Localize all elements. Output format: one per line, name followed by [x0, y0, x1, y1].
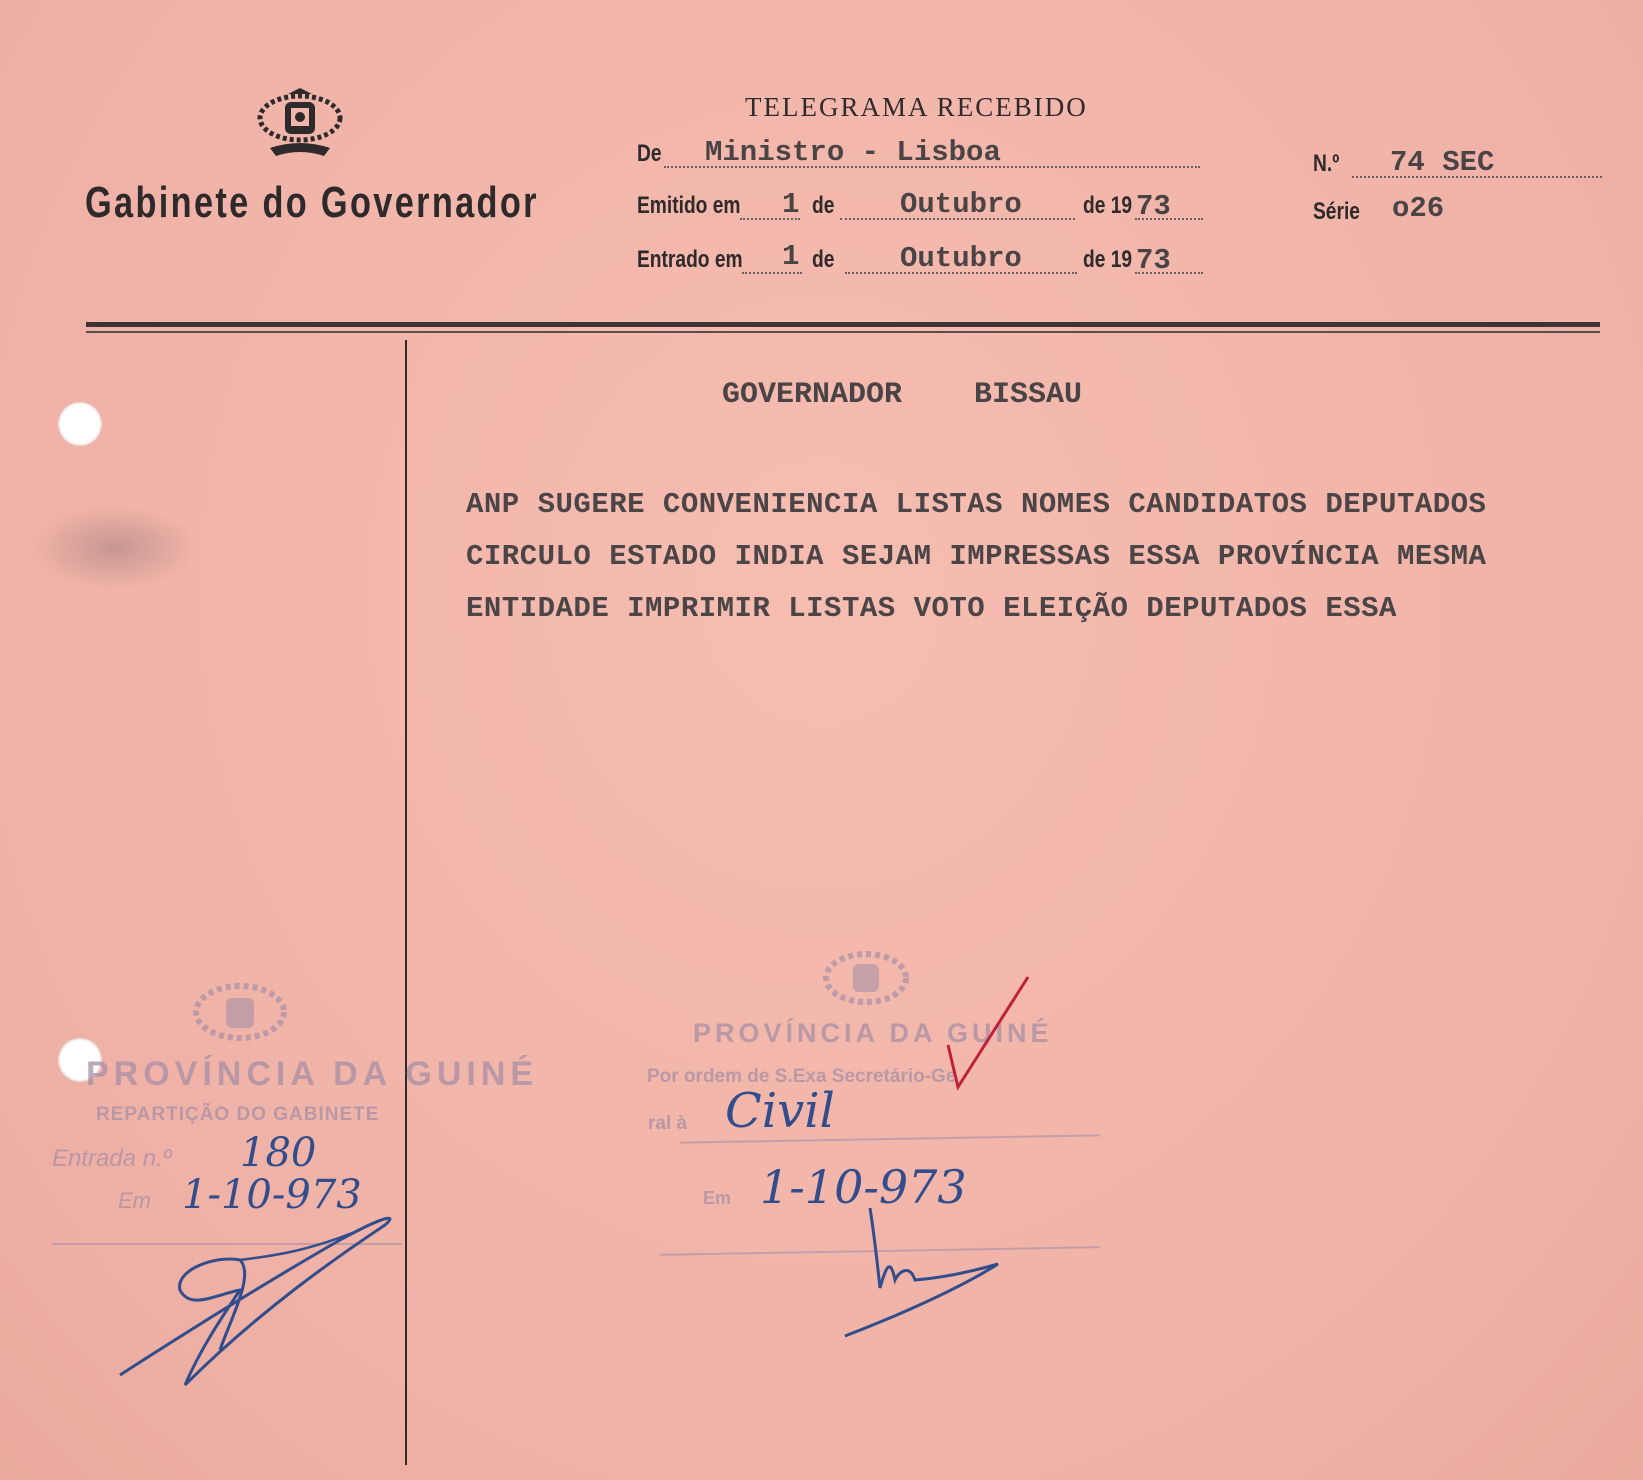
- right-stamp-province: PROVÍNCIA DA GUINÉ: [693, 1018, 1053, 1048]
- left-stamp-date-label: Em: [118, 1188, 151, 1213]
- dotted-line: [1135, 218, 1203, 220]
- number-value: 74 SEC: [1390, 146, 1495, 179]
- from-value: Ministro - Lisboa: [705, 136, 1001, 169]
- right-stamp-to-label: ral à: [648, 1113, 688, 1134]
- coat-of-arms-icon: [252, 88, 348, 158]
- check-mark-icon: [940, 975, 1030, 1095]
- stamp-crest-icon: [820, 948, 912, 1016]
- dotted-line: [845, 272, 1077, 274]
- message-line-2: CIRCULO ESTADO INDIA SEJAM IMPRESSAS ESSA PROVÍNCIA MESMA: [466, 540, 1487, 573]
- received-year: 73: [1136, 244, 1171, 277]
- signature-right: [840, 1200, 1020, 1340]
- issued-year: 73: [1136, 190, 1171, 223]
- office-name: Gabinete do Governador: [85, 178, 539, 227]
- issued-de: de: [812, 192, 835, 219]
- right-date-handwritten: 1-10-973: [760, 1160, 967, 1214]
- series-label: Série: [1313, 198, 1360, 225]
- received-de-year: de 19: [1083, 246, 1133, 273]
- dotted-line: [840, 218, 1075, 220]
- issued-label: Emitido em: [637, 192, 741, 219]
- received-de: de: [812, 246, 835, 273]
- punch-hole: [58, 402, 102, 446]
- number-label: N.º: [1313, 150, 1340, 177]
- entry-number-handwritten: 180: [240, 1130, 317, 1176]
- ink-smudge: [30, 505, 200, 590]
- dotted-line: [740, 218, 800, 220]
- left-date-handwritten: 1-10-973: [182, 1172, 362, 1218]
- header-rule: [86, 322, 1600, 327]
- telegram-title: TELEGRAMA RECEBIDO: [745, 92, 1088, 122]
- from-dotted-line: [664, 166, 1200, 168]
- dotted-line: [1352, 176, 1602, 178]
- received-month: Outubro: [900, 242, 1022, 275]
- issued-day: 1: [782, 188, 800, 221]
- from-label: De: [637, 140, 662, 167]
- dotted-line: [1135, 272, 1203, 274]
- left-stamp-entry-label: Entrada n.º: [52, 1145, 172, 1172]
- left-stamp-province: PROVÍNCIA DA GUINÉ: [86, 1055, 539, 1093]
- received-day: 1: [782, 240, 800, 273]
- left-stamp-department: REPARTIÇÃO DO GABINETE: [96, 1104, 380, 1125]
- header-rule-thin: [86, 331, 1600, 333]
- received-label: Entrado em: [637, 246, 743, 273]
- series-value: o26: [1392, 192, 1445, 225]
- dotted-line: [742, 272, 802, 274]
- right-stamp-order: Por ordem de S.Exa Secretário-Ge: [647, 1066, 957, 1087]
- issued-month: Outubro: [900, 188, 1022, 221]
- addressee: GOVERNADOR BISSAU: [722, 378, 1083, 412]
- message-line-3: ENTIDADE IMPRIMIR LISTAS VOTO ELEIÇÃO DEPUTADOS ESSA: [466, 592, 1397, 625]
- right-stamp-date-label: Em: [703, 1188, 732, 1208]
- stamp-crest-icon: [190, 982, 290, 1052]
- routing-handwritten: Civil: [725, 1083, 835, 1139]
- message-line-1: ANP SUGERE CONVENIENCIA LISTAS NOMES CANDIDATOS DEPUTADOS: [466, 488, 1487, 521]
- issued-de-year: de 19: [1083, 192, 1133, 219]
- signature-left: [110, 1200, 510, 1400]
